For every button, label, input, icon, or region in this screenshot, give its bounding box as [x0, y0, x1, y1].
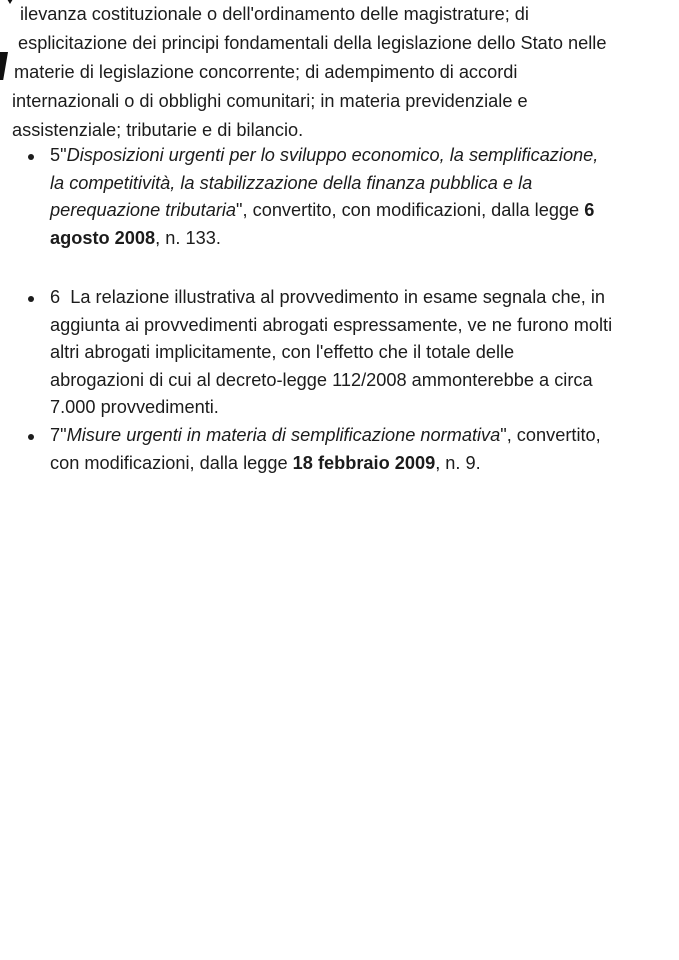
footnote-text: con modificazioni, dalla legge — [50, 452, 293, 473]
footnote-text: ", convertito, — [500, 425, 601, 445]
law-date: agosto 2008 — [50, 227, 156, 248]
footnote-text: , n. 9. — [435, 452, 481, 473]
body-paragraph — [12, 0, 672, 145]
footnote-5 — [28, 142, 668, 252]
law-date: 18 febbraio 2009 — [292, 452, 436, 473]
bullet-icon — [28, 296, 34, 302]
open-quote: " — [60, 145, 67, 165]
paragraph-line: esplicitazione dei principi fondamentali della legislazione dello Stato nelle — [18, 33, 607, 53]
footnote-number: 6 — [50, 287, 61, 307]
law-date: 6 — [584, 200, 595, 220]
footnote-title: Disposizioni urgenti per lo sviluppo economico, la semplificazione, — [66, 145, 599, 165]
footnote-title: la competitività, la stabilizzazione della finanza pubblica e la — [50, 172, 533, 193]
footnote-text: aggiunta ai provvedimenti abrogati espressamente, ve ne furono molti — [50, 314, 613, 335]
footnote-text: ", convertito, con modificazioni, dalla legge — [236, 200, 585, 220]
footnote-title: Misure urgenti in materia di semplificazione normativa — [66, 425, 501, 445]
page-edge-mark — [0, 52, 8, 80]
bullet-icon — [28, 154, 34, 160]
footnote-text: altri abrogati implicitamente, con l'effetto che il totale delle — [50, 342, 515, 362]
paragraph-line: ilevanza costituzionale o dell'ordinamento delle magistrature; di — [20, 4, 529, 24]
footnote-text: La relazione illustrativa al provvedimento in esame segnala che, in — [70, 287, 606, 307]
footnote-6 — [28, 284, 668, 422]
paragraph-line: assistenziale; tributarie e di bilancio. — [12, 120, 304, 140]
footnote-text: abrogazioni di cui al decreto-legge 112/2008 ammonterebbe a circa — [50, 369, 593, 390]
footnote-number: 5 — [50, 145, 61, 165]
footnote-text: 7.000 provvedimenti. — [50, 397, 219, 417]
footnote-title: perequazione tributaria — [50, 200, 237, 220]
open-quote: " — [60, 425, 67, 445]
paragraph-line: internazionali o di obblighi comunitari; in materia previdenziale e — [12, 91, 528, 111]
footnote-number: 7 — [50, 425, 61, 445]
footnote-7 — [28, 422, 668, 477]
footnote-text: , n. 133. — [155, 227, 221, 248]
bullet-icon — [28, 434, 34, 440]
paragraph-line: materie di legislazione concorrente; di adempimento di accordi — [14, 62, 518, 82]
